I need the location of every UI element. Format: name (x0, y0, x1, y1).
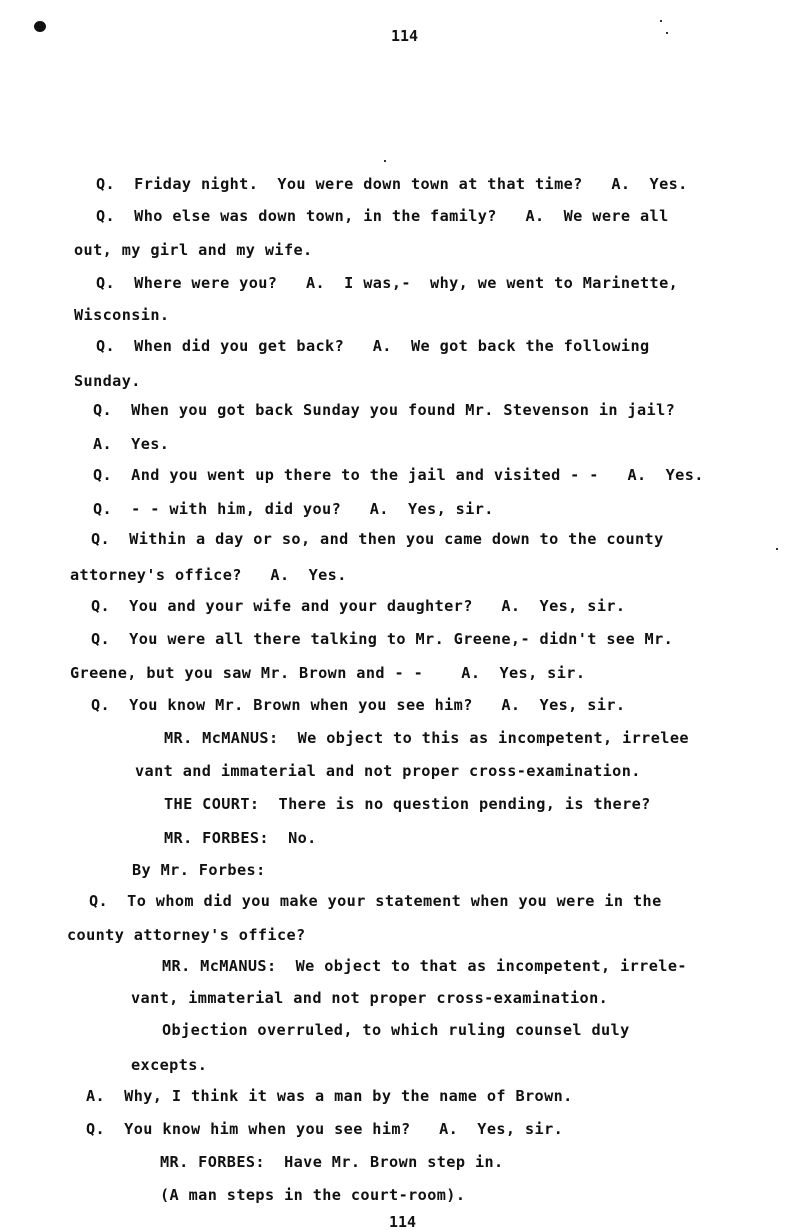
transcript-line: (A man steps in the court-room). (160, 1186, 466, 1204)
transcript-line: excepts. (131, 1056, 208, 1074)
transcript-line: A. Yes. (93, 435, 170, 453)
transcript-line: Q. To whom did you make your statement when you were in the (89, 892, 662, 910)
speck-mark (776, 548, 778, 550)
transcript-line: out, my girl and my wife. (74, 241, 313, 259)
transcript-line: Q. And you went up there to the jail and visited - - A. Yes. (93, 466, 704, 484)
transcript-line: county attorney's office? (67, 926, 306, 944)
transcript-line: Q. Where were you? A. I was,- why, we went to Marinette, (96, 274, 679, 292)
transcript-line: Q. You know Mr. Brown when you see him? A. Yes, sir. (91, 696, 626, 714)
transcript-line: A. Why, I think it was a man by the name of Brown. (86, 1087, 573, 1105)
speck-mark (666, 32, 668, 34)
transcript-line: Q. Within a day or so, and then you came down to the county (91, 530, 664, 548)
transcript-line: Wisconsin. (74, 306, 170, 324)
page-number-bottom: 114 (389, 1213, 417, 1230)
transcript-line: Q. You and your wife and your daughter? A. Yes, sir. (91, 597, 626, 615)
ink-blot-mark (34, 21, 46, 32)
transcript-line: MR. FORBES: Have Mr. Brown step in. (160, 1153, 504, 1171)
transcript-line: Q. Friday night. You were down town at that time? A. Yes. (96, 175, 688, 193)
transcript-line: MR. FORBES: No. (164, 829, 317, 847)
transcript-line: Q. Who else was down town, in the family? A. We were all (96, 207, 669, 225)
transcript-line: attorney's office? A. Yes. (70, 566, 347, 584)
transcript-line: By Mr. Forbes: (132, 861, 266, 879)
transcript-line: Q. - - with him, did you? A. Yes, sir. (93, 500, 494, 518)
transcript-line: vant, immaterial and not proper cross-examination. (131, 989, 609, 1007)
speck-mark (384, 160, 386, 162)
transcript-line: Objection overruled, to which ruling counsel duly (162, 1021, 630, 1039)
transcript-line: Greene, but you saw Mr. Brown and - - A. Yes, sir. (70, 664, 586, 682)
transcript-line: vant and immaterial and not proper cross-examination. (135, 762, 641, 780)
transcript-line: Q. You were all there talking to Mr. Greene,- didn't see Mr. (91, 630, 674, 648)
page-number-top: 114 (391, 27, 419, 45)
speck-mark (660, 20, 662, 22)
transcript-line: MR. McMANUS: We object to this as incompetent, irrelee (164, 729, 689, 747)
transcript-line: Q. When did you get back? A. We got back the following (96, 337, 650, 355)
transcript-line: THE COURT: There is no question pending, is there? (164, 795, 651, 813)
transcript-line: Q. You know him when you see him? A. Yes, sir. (86, 1120, 564, 1138)
transcript-line: Q. When you got back Sunday you found Mr. Stevenson in jail? (93, 401, 676, 419)
transcript-line: MR. McMANUS: We object to that as incompetent, irrele- (162, 957, 687, 975)
transcript-line: Sunday. (74, 372, 141, 390)
